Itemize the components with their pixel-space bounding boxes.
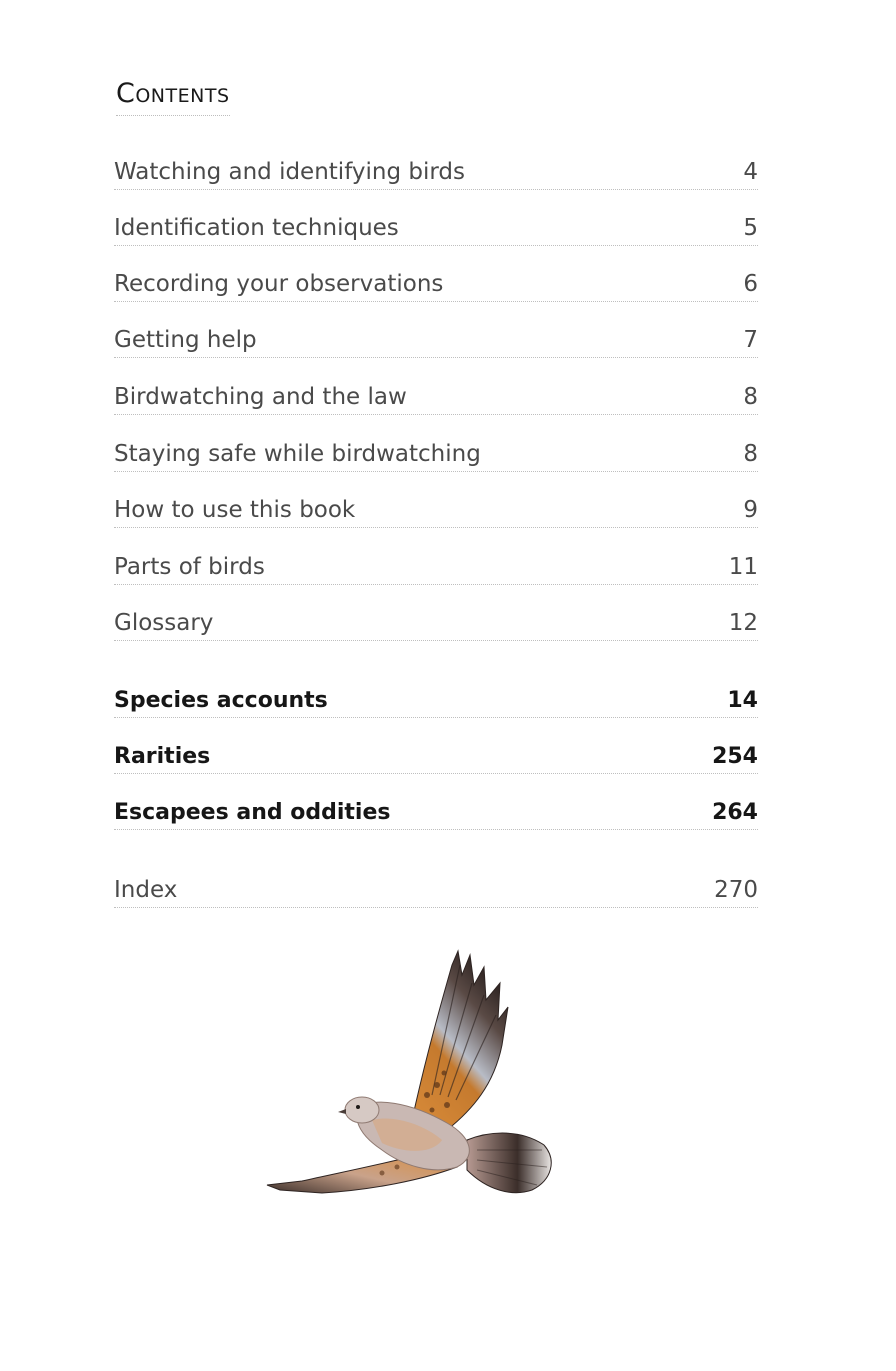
toc-entry-label: Identification techniques [114, 215, 399, 241]
toc-section-page: 14 [727, 688, 758, 713]
toc-entry-label: Getting help [114, 327, 257, 353]
toc-entry[interactable] [114, 488, 758, 528]
toc-entry-page: 8 [743, 384, 758, 410]
toc-section-page: 264 [712, 800, 758, 825]
toc-entry-label: Watching and identifying birds [114, 159, 465, 185]
toc-entry-page: 4 [743, 159, 758, 185]
toc-section[interactable] [114, 734, 758, 774]
toc-index-label: Index [114, 877, 178, 903]
toc-entry[interactable] [114, 150, 758, 190]
toc-section-label: Species accounts [114, 688, 328, 713]
toc-entry-page: 12 [728, 610, 758, 636]
toc-entry[interactable] [114, 262, 758, 302]
turtle-dove-illustration-icon [262, 945, 562, 1215]
toc-entry-page: 6 [743, 271, 758, 297]
toc-entry-label: Staying safe while birdwatching [114, 441, 481, 467]
toc-entry-label: Birdwatching and the law [114, 384, 407, 410]
toc-entry[interactable] [114, 601, 758, 641]
toc-section-label: Escapees and oddities [114, 800, 391, 825]
page-title: Contents [116, 78, 230, 116]
toc-entry-page: 5 [743, 215, 758, 241]
toc-entry-label: Glossary [114, 610, 214, 636]
toc-entry[interactable] [114, 545, 758, 585]
toc-section-label: Rarities [114, 744, 211, 769]
toc-entry[interactable] [114, 375, 758, 415]
toc-entry-page: 9 [743, 497, 758, 523]
toc-entry-label: Recording your observations [114, 271, 444, 297]
toc-entry-page: 8 [743, 441, 758, 467]
toc-index[interactable] [114, 868, 758, 908]
toc-entry-label: How to use this book [114, 497, 356, 523]
toc-section[interactable] [114, 790, 758, 830]
toc-entry-label: Parts of birds [114, 554, 265, 580]
toc-section[interactable] [114, 678, 758, 718]
toc-section-page: 254 [712, 744, 758, 769]
toc-entry[interactable] [114, 206, 758, 246]
toc-entry-page: 7 [743, 327, 758, 353]
toc-entry-page: 11 [728, 554, 758, 580]
toc-entry[interactable] [114, 318, 758, 358]
toc-index-page: 270 [714, 877, 758, 903]
toc-entry[interactable] [114, 432, 758, 472]
